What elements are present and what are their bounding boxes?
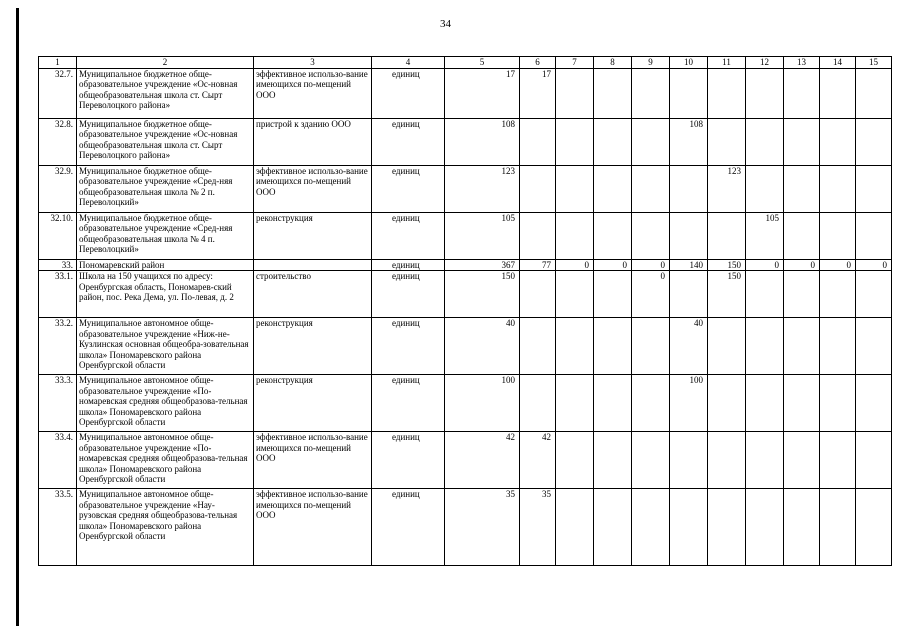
value-cell — [784, 68, 820, 118]
value-cell — [670, 489, 708, 566]
value-cell: 105 — [746, 212, 784, 259]
value-cell — [784, 375, 820, 432]
header-row — [39, 57, 892, 69]
value-cell — [632, 212, 670, 259]
value-cell — [556, 165, 594, 212]
row-number-cell: 32.7. — [39, 68, 77, 118]
row-number-cell: 33. — [39, 259, 77, 271]
value-cell — [632, 68, 670, 118]
value-cell — [670, 68, 708, 118]
row-number-cell: 33.3. — [39, 375, 77, 432]
value-cell — [594, 318, 632, 375]
value-cell — [632, 165, 670, 212]
action-cell: реконструкция — [254, 375, 372, 432]
value-cell — [708, 212, 746, 259]
value-cell — [632, 489, 670, 566]
value-cell — [820, 489, 856, 566]
value-cell: 0 — [784, 259, 820, 271]
header-cell: 8 — [594, 57, 632, 69]
object-name-cell: Школа на 150 учащихся по адресу: Оренбургская область, Пономарев-ский район, пос. Река Дема, ул. По-левая, д. 2 — [77, 271, 254, 318]
value-cell: 105 — [445, 212, 520, 259]
value-cell — [520, 212, 556, 259]
table-row — [39, 271, 892, 318]
value-cell: 367 — [445, 259, 520, 271]
value-cell: 40 — [670, 318, 708, 375]
value-cell — [632, 118, 670, 165]
value-cell — [784, 489, 820, 566]
value-cell — [708, 375, 746, 432]
row-number-cell: 33.2. — [39, 318, 77, 375]
header-cell: 3 — [254, 57, 372, 69]
value-cell: 17 — [520, 68, 556, 118]
header-cell: 11 — [708, 57, 746, 69]
value-cell — [746, 165, 784, 212]
action-cell: эффективное использо-вание имеющихся по-мещений ООО — [254, 165, 372, 212]
value-cell — [708, 318, 746, 375]
value-cell — [746, 68, 784, 118]
page-edge-bar — [16, 8, 19, 626]
object-name-cell: Муниципальное бюджетное обще-образовательное учреждение «Сред-няя общеобразовательная школа № 2 п. Переволоцкий» — [77, 165, 254, 212]
value-cell: 0 — [746, 259, 784, 271]
value-cell — [520, 118, 556, 165]
value-cell — [708, 432, 746, 489]
value-cell: 0 — [632, 259, 670, 271]
value-cell: 0 — [820, 259, 856, 271]
value-cell: 0 — [594, 259, 632, 271]
value-cell — [856, 165, 892, 212]
value-cell — [746, 118, 784, 165]
unit-cell: единиц — [372, 212, 445, 259]
value-cell: 108 — [445, 118, 520, 165]
value-cell — [784, 118, 820, 165]
unit-cell: единиц — [372, 375, 445, 432]
data-table — [38, 56, 892, 566]
header-cell: 12 — [746, 57, 784, 69]
object-name-cell: Пономаревский район — [77, 259, 254, 271]
row-number-cell: 33.1. — [39, 271, 77, 318]
value-cell: 108 — [670, 118, 708, 165]
value-cell: 42 — [445, 432, 520, 489]
action-cell: эффективное использо-вание имеющихся по-мещений ООО — [254, 68, 372, 118]
value-cell — [856, 489, 892, 566]
value-cell — [820, 318, 856, 375]
value-cell — [856, 375, 892, 432]
value-cell — [670, 432, 708, 489]
value-cell — [594, 375, 632, 432]
page-number: 34 — [440, 18, 451, 30]
value-cell — [784, 165, 820, 212]
value-cell — [594, 271, 632, 318]
table-row — [39, 489, 892, 566]
value-cell — [556, 432, 594, 489]
header-cell: 5 — [445, 57, 520, 69]
value-cell — [556, 68, 594, 118]
value-cell — [670, 212, 708, 259]
object-name-cell: Муниципальное автономное обще-образовательное учреждение «Нау-рузовская средняя общеобразова-тельная школа» Пономаревского района Оренбургской области — [77, 489, 254, 566]
value-cell: 123 — [445, 165, 520, 212]
value-cell — [746, 432, 784, 489]
table-row — [39, 118, 892, 165]
value-cell — [520, 165, 556, 212]
action-cell: строительство — [254, 271, 372, 318]
unit-cell: единиц — [372, 489, 445, 566]
value-cell — [556, 318, 594, 375]
table-row — [39, 165, 892, 212]
value-cell: 77 — [520, 259, 556, 271]
unit-cell: единиц — [372, 165, 445, 212]
table-row — [39, 68, 892, 118]
action-cell: эффективное использо-вание имеющихся по-мещений ООО — [254, 489, 372, 566]
unit-cell: единиц — [372, 318, 445, 375]
object-name-cell: Муниципальное бюджетное обще-образовательное учреждение «Сред-няя общеобразовательная школа № 4 п. Переволоцкий» — [77, 212, 254, 259]
value-cell — [670, 165, 708, 212]
value-cell: 150 — [445, 271, 520, 318]
value-cell — [784, 432, 820, 489]
value-cell — [556, 118, 594, 165]
value-cell: 42 — [520, 432, 556, 489]
value-cell — [594, 432, 632, 489]
row-number-cell: 33.5. — [39, 489, 77, 566]
value-cell: 35 — [520, 489, 556, 566]
table-row — [39, 212, 892, 259]
value-cell: 0 — [632, 271, 670, 318]
value-cell — [520, 375, 556, 432]
value-cell — [632, 318, 670, 375]
header-cell: 1 — [39, 57, 77, 69]
action-cell: реконструкция — [254, 318, 372, 375]
value-cell: 17 — [445, 68, 520, 118]
value-cell — [856, 271, 892, 318]
object-name-cell: Муниципальное автономное обще-образовательное учреждение «Ниж-не-Кузлинская основная общеобра-зовательная школа» Пономаревского района Оренбургской области — [77, 318, 254, 375]
row-number-cell: 32.10. — [39, 212, 77, 259]
unit-cell: единиц — [372, 118, 445, 165]
header-cell: 7 — [556, 57, 594, 69]
value-cell: 100 — [445, 375, 520, 432]
value-cell — [708, 489, 746, 566]
value-cell — [670, 271, 708, 318]
header-cell: 6 — [520, 57, 556, 69]
value-cell — [820, 165, 856, 212]
object-name-cell: Муниципальное бюджетное обще-образовательное учреждение «Ос-новная общеобразовательная школа ст. Сырт Переволоцкого района» — [77, 68, 254, 118]
value-cell — [856, 68, 892, 118]
value-cell — [820, 212, 856, 259]
value-cell: 100 — [670, 375, 708, 432]
value-cell — [746, 489, 784, 566]
action-cell — [254, 259, 372, 271]
unit-cell: единиц — [372, 271, 445, 318]
value-cell — [632, 432, 670, 489]
value-cell — [820, 375, 856, 432]
value-cell — [520, 271, 556, 318]
table-row — [39, 259, 892, 271]
value-cell: 0 — [556, 259, 594, 271]
value-cell — [746, 271, 784, 318]
value-cell: 150 — [708, 271, 746, 318]
header-cell: 10 — [670, 57, 708, 69]
value-cell: 40 — [445, 318, 520, 375]
value-cell — [520, 318, 556, 375]
value-cell — [594, 68, 632, 118]
row-number-cell: 33.4. — [39, 432, 77, 489]
value-cell — [708, 68, 746, 118]
header-cell: 9 — [632, 57, 670, 69]
value-cell — [556, 271, 594, 318]
unit-cell: единиц — [372, 68, 445, 118]
value-cell — [708, 118, 746, 165]
table-row — [39, 375, 892, 432]
value-cell — [784, 271, 820, 318]
row-number-cell: 32.8. — [39, 118, 77, 165]
unit-cell: единиц — [372, 259, 445, 271]
action-cell: эффективное использо-вание имеющихся по-мещений ООО — [254, 432, 372, 489]
value-cell: 150 — [708, 259, 746, 271]
header-cell: 13 — [784, 57, 820, 69]
row-number-cell: 32.9. — [39, 165, 77, 212]
value-cell — [594, 489, 632, 566]
object-name-cell: Муниципальное бюджетное обще-образовательное учреждение «Ос-новная общеобразовательная школа ст. Сырт Переволоцкого района» — [77, 118, 254, 165]
value-cell — [820, 432, 856, 489]
header-cell: 14 — [820, 57, 856, 69]
value-cell — [594, 165, 632, 212]
value-cell — [556, 489, 594, 566]
value-cell: 140 — [670, 259, 708, 271]
action-cell: пристрой к зданию ООО — [254, 118, 372, 165]
value-cell — [784, 318, 820, 375]
table-row — [39, 318, 892, 375]
value-cell — [820, 271, 856, 318]
value-cell — [784, 212, 820, 259]
action-cell: реконструкция — [254, 212, 372, 259]
value-cell — [556, 212, 594, 259]
value-cell — [820, 118, 856, 165]
table-row — [39, 432, 892, 489]
value-cell — [632, 375, 670, 432]
value-cell: 0 — [856, 259, 892, 271]
header-cell: 2 — [77, 57, 254, 69]
value-cell — [856, 212, 892, 259]
value-cell: 123 — [708, 165, 746, 212]
value-cell — [556, 375, 594, 432]
value-cell — [746, 375, 784, 432]
object-name-cell: Муниципальное автономное обще-образовательное учреждение «По-номаревская средняя общеобразова-тельная школа» Пономаревского района Оренбургской области — [77, 432, 254, 489]
value-cell — [594, 212, 632, 259]
value-cell — [746, 318, 784, 375]
unit-cell: единиц — [372, 432, 445, 489]
header-cell: 15 — [856, 57, 892, 69]
object-name-cell: Муниципальное автономное обще-образовательное учреждение «По-номаревская средняя общеобразова-тельная школа» Пономаревского района Оренбургской области — [77, 375, 254, 432]
value-cell — [820, 68, 856, 118]
header-cell: 4 — [372, 57, 445, 69]
value-cell — [856, 318, 892, 375]
value-cell: 35 — [445, 489, 520, 566]
value-cell — [856, 432, 892, 489]
value-cell — [856, 118, 892, 165]
value-cell — [594, 118, 632, 165]
